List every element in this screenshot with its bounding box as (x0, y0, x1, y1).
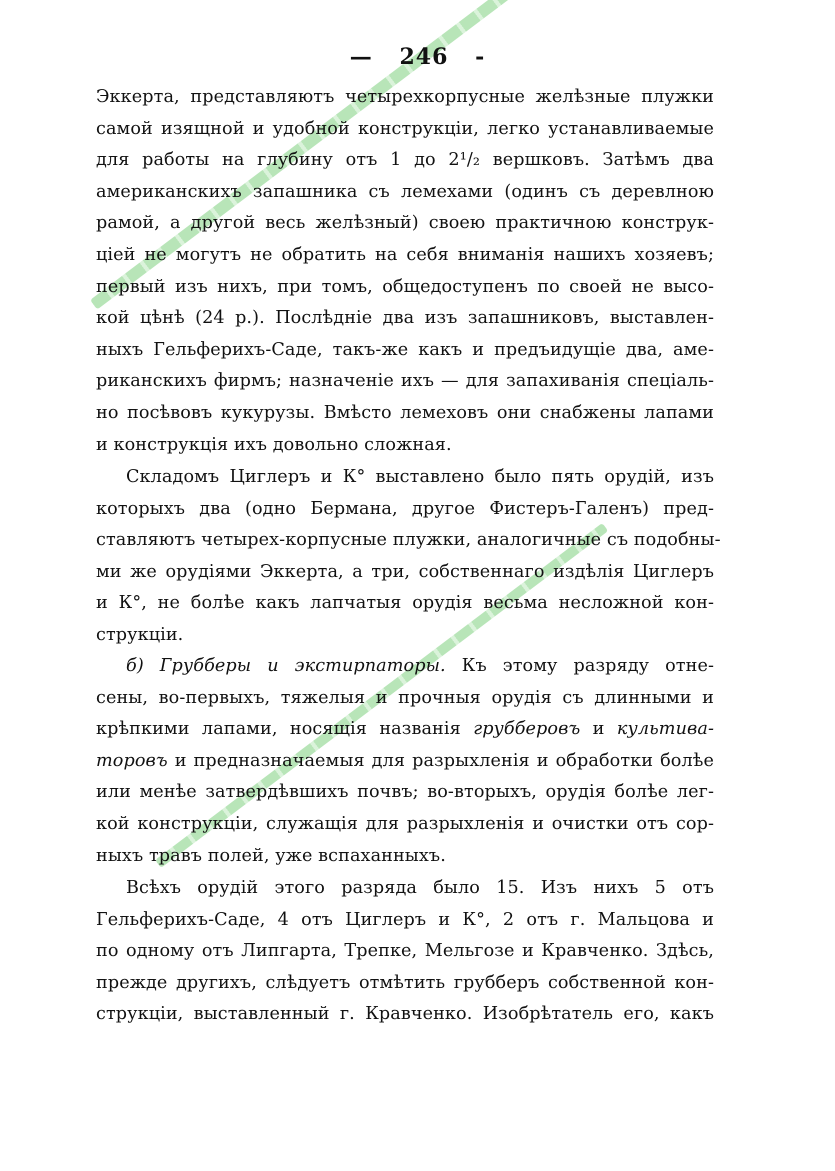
text-line (96, 714, 714, 746)
page-number: 246 (399, 44, 449, 70)
emphasis-term: торовъ (96, 750, 168, 771)
text-line: кой цѣнѣ (24 р.). Послѣдніе два изъ запашниковъ, выставлен- (96, 308, 714, 329)
text-line: ставляютъ четырех-корпусные плужки, аналогичные съ подобны- (96, 530, 721, 551)
emphasis-term: грубберовъ (473, 719, 581, 740)
text-line: ныхъ Гельферихъ-Саде, такъ-же какъ и предъидущіе два, аме- (96, 339, 714, 360)
text-line: для работы на глубину отъ 1 до 2¹/₂ вершковъ. Затѣмъ два (96, 150, 714, 171)
section-heading: б) Грубберы и экстирпаторы. (126, 656, 446, 676)
text-line: самой изящной и удобной конструкціи, легко устанавливаемые (96, 118, 714, 139)
text-run: крѣпкими лапами, носящія названія (96, 719, 474, 740)
text-line (96, 651, 714, 683)
text-line: и К°, не болѣе какъ лапчатыя орудія весьма несложной кон- (96, 593, 714, 614)
text-line: ми же орудіями Эккерта, а три, собственнаго издѣлія Циглеръ (96, 561, 714, 582)
page-header (0, 44, 835, 70)
text-run: Къ этому разряду отне- (445, 656, 715, 676)
text-line: которыхъ два (одно Бермана, другое Фистеръ-Галенъ) пред- (96, 498, 714, 519)
text-run: и предназначаемыя для разрыхленія и обработки болѣе (167, 750, 714, 771)
header-left-dash: — (349, 44, 373, 70)
text-line: американскихъ запашника съ лемехами (одинъ съ деревлною (96, 181, 714, 202)
text-line (96, 746, 714, 778)
text-line: первый изъ нихъ, при томъ, общедоступенъ по своей не высо- (96, 276, 714, 297)
text-line: Складомъ Циглеръ и К° выставлено было пять орудій, изъ (126, 467, 714, 487)
text-line: риканскихъ фирмъ; назначеніе ихъ — для запахиванія спеціаль- (96, 371, 714, 392)
text-line: и конструкція ихъ довольно сложная. (96, 434, 452, 455)
emphasis-term: культива- (616, 719, 714, 740)
text-line: сены, во-первыхъ, тяжелыя и прочныя орудія съ длинными и (96, 687, 714, 708)
text-line: Всѣхъ орудій этого разряда было 15. Изъ нихъ 5 отъ (126, 878, 714, 898)
header-right-dash: - (475, 44, 486, 70)
paragraph-4 (96, 873, 714, 1031)
paragraph-3 (96, 651, 714, 872)
text-line: струкціи, выставленный г. Кравченко. Изобрѣтатель его, какъ (96, 1004, 714, 1025)
text-line: прежде другихъ, слѣдуетъ отмѣтить грубберъ собственной кон- (96, 972, 714, 993)
text-line: ныхъ травъ полей, уже вспаханныхъ. (96, 845, 446, 866)
text-line: по одному отъ Липгарта, Трепке, Мельгозе и Кравченко. Здѣсь, (96, 941, 714, 962)
text-line: или менѣе затвердѣвшихъ почвъ; во-вторыхъ, орудія болѣе лег- (96, 782, 714, 803)
text-run: и (580, 719, 617, 740)
text-line: Эккерта, представляютъ четырехкорпусные желѣзные плужки (96, 87, 714, 107)
text-line: струкціи. (96, 624, 184, 645)
text-line: Гельферихъ-Саде, 4 отъ Циглеръ и К°, 2 отъ г. Мальцова и (96, 909, 714, 930)
text-line: рамой, а другой весь желѣзный) своею практичною конструк- (96, 213, 714, 234)
text-line: кой конструкціи, служащія для разрыхленія и очистки отъ сор- (96, 813, 714, 834)
text-line: но посѣвовъ кукурузы. Вмѣсто лемеховъ они снабжены лапами (96, 402, 714, 423)
paragraph-2 (96, 462, 721, 652)
text-line: ціей не могутъ не обратить на себя вниманія нашихъ хозяевъ; (96, 244, 714, 265)
paragraph-1 (96, 82, 714, 461)
